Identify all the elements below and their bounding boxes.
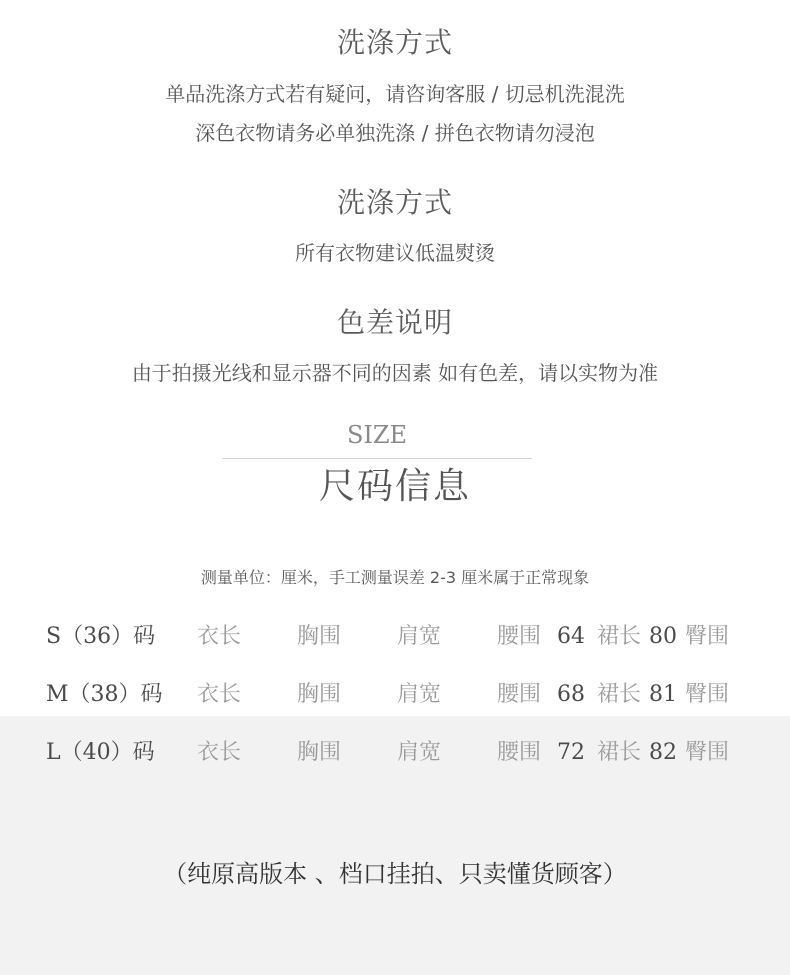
footer-note: （纯原高版本 、档口挂拍、只卖懂货顾客）	[163, 860, 627, 888]
color-difference-line: 由于拍摄光线和显示器不同的因素 如有色差，请以实物为准	[131, 361, 659, 385]
shoulder-label: 肩宽	[397, 624, 442, 649]
size-row-l	[0, 733, 790, 773]
waist-label: 腰围	[497, 740, 542, 765]
waist-value: 72	[557, 740, 585, 765]
size-title: 尺码信息	[318, 466, 471, 507]
measurement-note: 测量单位：厘米，手工测量误差 2-3 厘米属于正常现象	[200, 568, 590, 587]
chest-label: 胸围	[297, 740, 342, 765]
waist-label: 腰围	[497, 624, 542, 649]
washing-method-line-2: 深色衣物请务必单独洗涤 / 拼色衣物请勿浸泡	[195, 121, 595, 145]
chest-label: 胸围	[297, 624, 342, 649]
hip-label: 臀围	[685, 740, 730, 765]
washing-method-title: 洗涤方式	[336, 26, 453, 59]
hip-label: 臀围	[685, 624, 730, 649]
size-name: M（38）码	[46, 682, 163, 707]
hip-label: 臀围	[685, 682, 730, 707]
size-name: S（36）码	[46, 624, 156, 649]
size-label: SIZE	[346, 421, 408, 449]
size-name: L（40）码	[46, 740, 155, 765]
shoulder-label: 肩宽	[397, 682, 442, 707]
skirt-length-value: 82	[649, 740, 677, 765]
size-row-s	[0, 617, 790, 657]
shoulder-label: 肩宽	[397, 740, 442, 765]
skirt-length-label: 裙长	[597, 682, 642, 707]
color-difference-title: 色差说明	[336, 306, 453, 339]
chest-label: 胸围	[297, 682, 342, 707]
waist-value: 64	[557, 624, 585, 649]
waist-label: 腰围	[497, 682, 542, 707]
length-label: 衣长	[197, 682, 242, 707]
skirt-length-label: 裙长	[597, 624, 642, 649]
washing-method-line-1: 单品洗涤方式若有疑问，请咨询客服 / 切忌机洗混洗	[165, 82, 625, 106]
size-divider	[222, 458, 532, 459]
length-label: 衣长	[197, 740, 242, 765]
length-label: 衣长	[197, 624, 242, 649]
size-row-m	[0, 675, 790, 715]
ironing-method-title: 洗涤方式	[336, 186, 453, 219]
skirt-length-value: 81	[649, 682, 677, 707]
skirt-length-value: 80	[649, 624, 677, 649]
ironing-method-line: 所有衣物建议低温熨烫	[295, 241, 495, 265]
waist-value: 68	[557, 682, 585, 707]
skirt-length-label: 裙长	[597, 740, 642, 765]
